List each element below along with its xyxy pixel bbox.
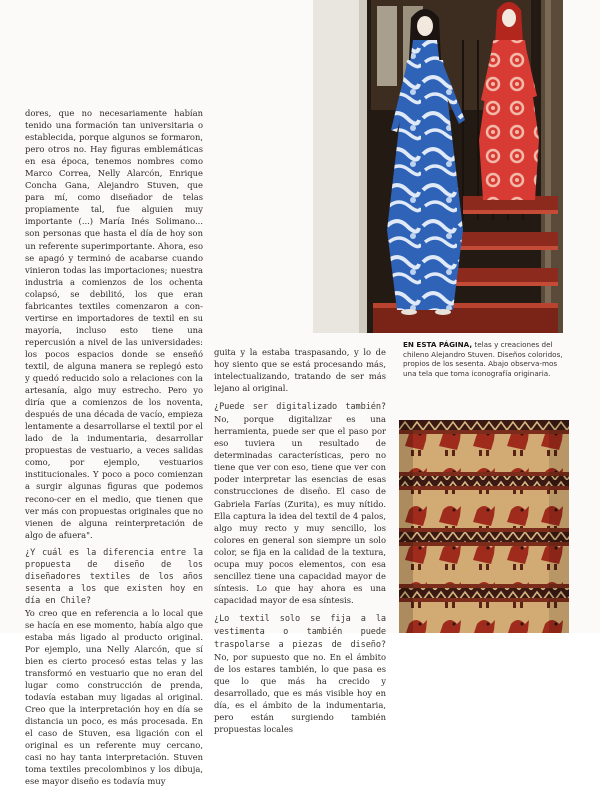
interview-question: ¿Y cuál es la diferencia entre la propuesta de diseño de los diseñadores textiles de los años sesenta a los que existen hoy en día en Chile? [25, 547, 203, 606]
caption-lead: EN ESTA PÁGINA, [403, 340, 473, 349]
text-column-left [25, 107, 203, 787]
paragraph: No, por supuesto que no. En el ámbito de los estares también, lo que pasa es que lo que más ha crecido y desarrollado, que es más visible hoy en día, es el ámbito de la indumentaria, pero están surgiendo también propuestas locales [214, 651, 386, 735]
text-column-right [214, 346, 386, 735]
paragraph: Yo creo que en referencia a lo local que se hacía en ese momento, había algo que estaba más ligado al producto original. Por ejemplo, una Nelly Alarcón, que sí bien es cierto procesó estas telas y las transformó en vestuario que no eran del lugar como construcción de prenda, todavía estaban muy ligadas al original. Creo que la interpretación hoy en día se distancia un poco, es más procesada. En el caso de Stuven, esa ligación con el original es un referente muy cercano, casi no hay tanta interpretación. Stuven toma textiles precolombinos y los dibuja, ese mayor diseño es todavía muy [25, 607, 203, 787]
textile-photo [399, 420, 569, 633]
photo-caption [403, 340, 569, 378]
interview-question: ¿Puede ser digitalizado también? [214, 402, 386, 413]
paragraph: guita y la estaba traspasando, y lo de hoy siento que se está procesando más, intelectualizando, tratando de ser más lejano al original. [214, 347, 386, 394]
paragraph: dores, que no necesariamente habían tenido una formación tan universitaria o establecida, porque algunos se formaron, pero otros no. Hay figuras emblemáticas en esa época, tenemos nombres como Marco Correa, Nelly Alarcón, Enrique Concha Gana, Alejandro Stuven, que para mí, como diseñador de telas propiamente tal, fue alguien muy importante (...) María Inés Solimano... son personas que hasta el día de hoy son un referente superimportante. Ahora, eso se apagó y terminó de acabarse cuando vinieron todas las importaciones; nuestra industria a comienzos de los ochenta colapsó, se debilitó, los que eran fabricantes textiles comenzaron a con-vertirse en importadores de textil en su mayoría, incluso esto tiene una repercusión a nivel de las universidades: los pocos espacios donde se enseñó textil, de alguna manera se replegó esto y quedó reducido solo a relaciones con la artesanía, algo muy estrecho. Pero yo diría que a comienzos de los noventa, después de una década de vacío, empieza lentamente a desarrollarse el textil por el lado de la indumentaria, desarrollar propuestas de vestuario, a veces salidas como, por ejemplo, vestuarios institucionales. Y poco a poco comienzan a surgir algunas figuras que podemos recono-cer en el medio, que tienen que ver más con propuestas originales que no vienen de alguna reinterpretación de algo de afuera". [25, 108, 203, 540]
paragraph: No, porque digitalizar es una herramienta, puede ser que el paso por eso tuviera un resultado de determinadas características, pero no tiene que ver con eso, tiene que ver con poder interpretar las esencias de esas construcciones de diseño. El caso de Gabriela Farías (Zurita), es muy nítido. Ella captura la idea del textil de 4 palos, algo muy recto y muy sencillo, los colores en general son siempre un solo color, se fija en la calidad de la textura, ocupa muy pocos elementos, con esa sencillez tiene una capacidad mayor de síntesis. Lo que hay ahora es una capacidad mayor de esa síntesis. [214, 414, 386, 605]
fashion-photo [313, 0, 563, 333]
interview-question: ¿Lo textil solo se fija a la vestimenta o también puede traspolarse a piezas de diseño? [214, 613, 386, 650]
caption-text: telas y creaciones del chileno Alejandro Stuven. Diseños coloridos, propios de los sesenta. Abajo observa-mos una tela que toma iconografía originaria. [403, 340, 563, 378]
